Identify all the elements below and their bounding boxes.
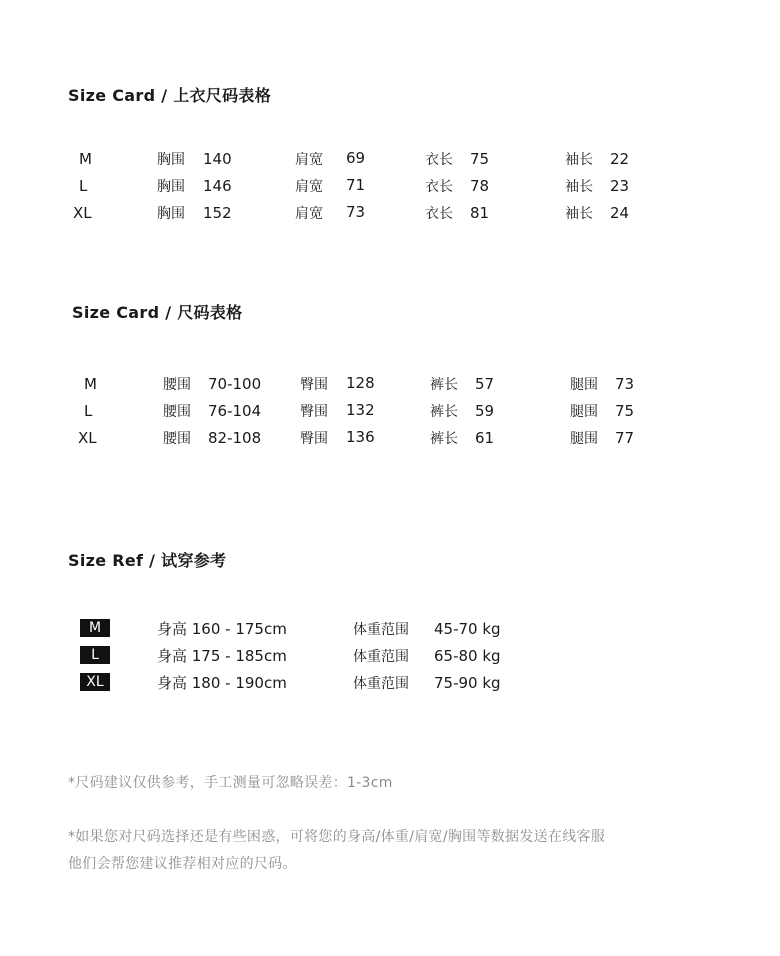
hip-value: 132	[346, 401, 375, 419]
weight-range: 45-70 kg	[434, 620, 501, 638]
shoulder-label: 肩宽	[295, 206, 323, 222]
shoulder-value: 71	[346, 176, 366, 194]
service-note: *如果您对尺码选择还是有些困惑，可将您的身高/体重/肩宽/胸围等数据发送在线客服	[68, 829, 606, 845]
thigh-value: 77	[615, 429, 635, 447]
pant-length-value: 59	[475, 402, 495, 420]
waist-value: 76-104	[208, 402, 262, 420]
chest-label: 胸围	[157, 179, 185, 195]
size-label: L	[79, 177, 88, 195]
hip-value: 128	[346, 374, 375, 392]
size-ref-title: Size Ref / 试穿参考	[68, 551, 227, 570]
size-badge: L	[80, 646, 110, 664]
length-value: 81	[470, 204, 490, 222]
chest-value: 146	[203, 177, 232, 195]
height-range: 身高 160 - 175cm	[157, 620, 287, 638]
top-card-title: Size Card / 上衣尺码表格	[68, 86, 272, 105]
weight-range: 75-90 kg	[434, 674, 501, 692]
hip-value: 136	[346, 428, 375, 446]
hip-label: 臀围	[300, 431, 328, 447]
sleeve-label: 袖长	[565, 206, 593, 222]
length-value: 75	[470, 150, 490, 168]
sleeve-value: 22	[610, 150, 630, 168]
waist-label: 腰围	[163, 377, 191, 393]
height-range: 身高 175 - 185cm	[157, 647, 287, 665]
weight-range: 65-80 kg	[434, 647, 501, 665]
thigh-value: 75	[615, 402, 635, 420]
size-label: M	[79, 150, 92, 168]
size-label: XL	[78, 429, 97, 447]
bottom-card-title: Size Card / 尺码表格	[72, 303, 243, 322]
measurement-note: *尺码建议仅供参考，手工测量可忽略误差：1-3cm	[68, 775, 393, 791]
sleeve-label: 袖长	[565, 152, 593, 168]
hip-label: 臀围	[300, 377, 328, 393]
sleeve-value: 24	[610, 204, 630, 222]
size-label: M	[84, 375, 97, 393]
waist-value: 70-100	[208, 375, 262, 393]
size-label: XL	[73, 204, 92, 222]
thigh-label: 腿围	[570, 404, 598, 420]
chest-value: 140	[203, 150, 232, 168]
pant-length-label: 裤长	[430, 431, 458, 447]
service-note-continued: 他们会帮您建议推荐相对应的尺码。	[68, 856, 297, 872]
size-badge: M	[80, 619, 110, 637]
shoulder-label: 肩宽	[295, 179, 323, 195]
length-label: 衣长	[425, 152, 453, 168]
waist-label: 腰围	[163, 404, 191, 420]
chest-label: 胸围	[157, 152, 185, 168]
shoulder-value: 69	[346, 149, 366, 167]
chest-label: 胸围	[157, 206, 185, 222]
waist-label: 腰围	[163, 431, 191, 447]
height-range: 身高 180 - 190cm	[157, 674, 287, 692]
thigh-label: 腿围	[570, 431, 598, 447]
pant-length-value: 57	[475, 375, 495, 393]
shoulder-value: 73	[346, 203, 366, 221]
pant-length-label: 裤长	[430, 404, 458, 420]
pant-length-value: 61	[475, 429, 495, 447]
size-label: L	[84, 402, 93, 420]
shoulder-label: 肩宽	[295, 152, 323, 168]
length-value: 78	[470, 177, 490, 195]
pant-length-label: 裤长	[430, 377, 458, 393]
length-label: 衣长	[425, 206, 453, 222]
thigh-label: 腿围	[570, 377, 598, 393]
weight-label: 体重范围	[353, 649, 409, 665]
waist-value: 82-108	[208, 429, 262, 447]
size-badge: XL	[80, 673, 110, 691]
sleeve-label: 袖长	[565, 179, 593, 195]
length-label: 衣长	[425, 179, 453, 195]
thigh-value: 73	[615, 375, 635, 393]
weight-label: 体重范围	[353, 676, 409, 692]
hip-label: 臀围	[300, 404, 328, 420]
weight-label: 体重范围	[353, 622, 409, 638]
chest-value: 152	[203, 204, 232, 222]
sleeve-value: 23	[610, 177, 630, 195]
